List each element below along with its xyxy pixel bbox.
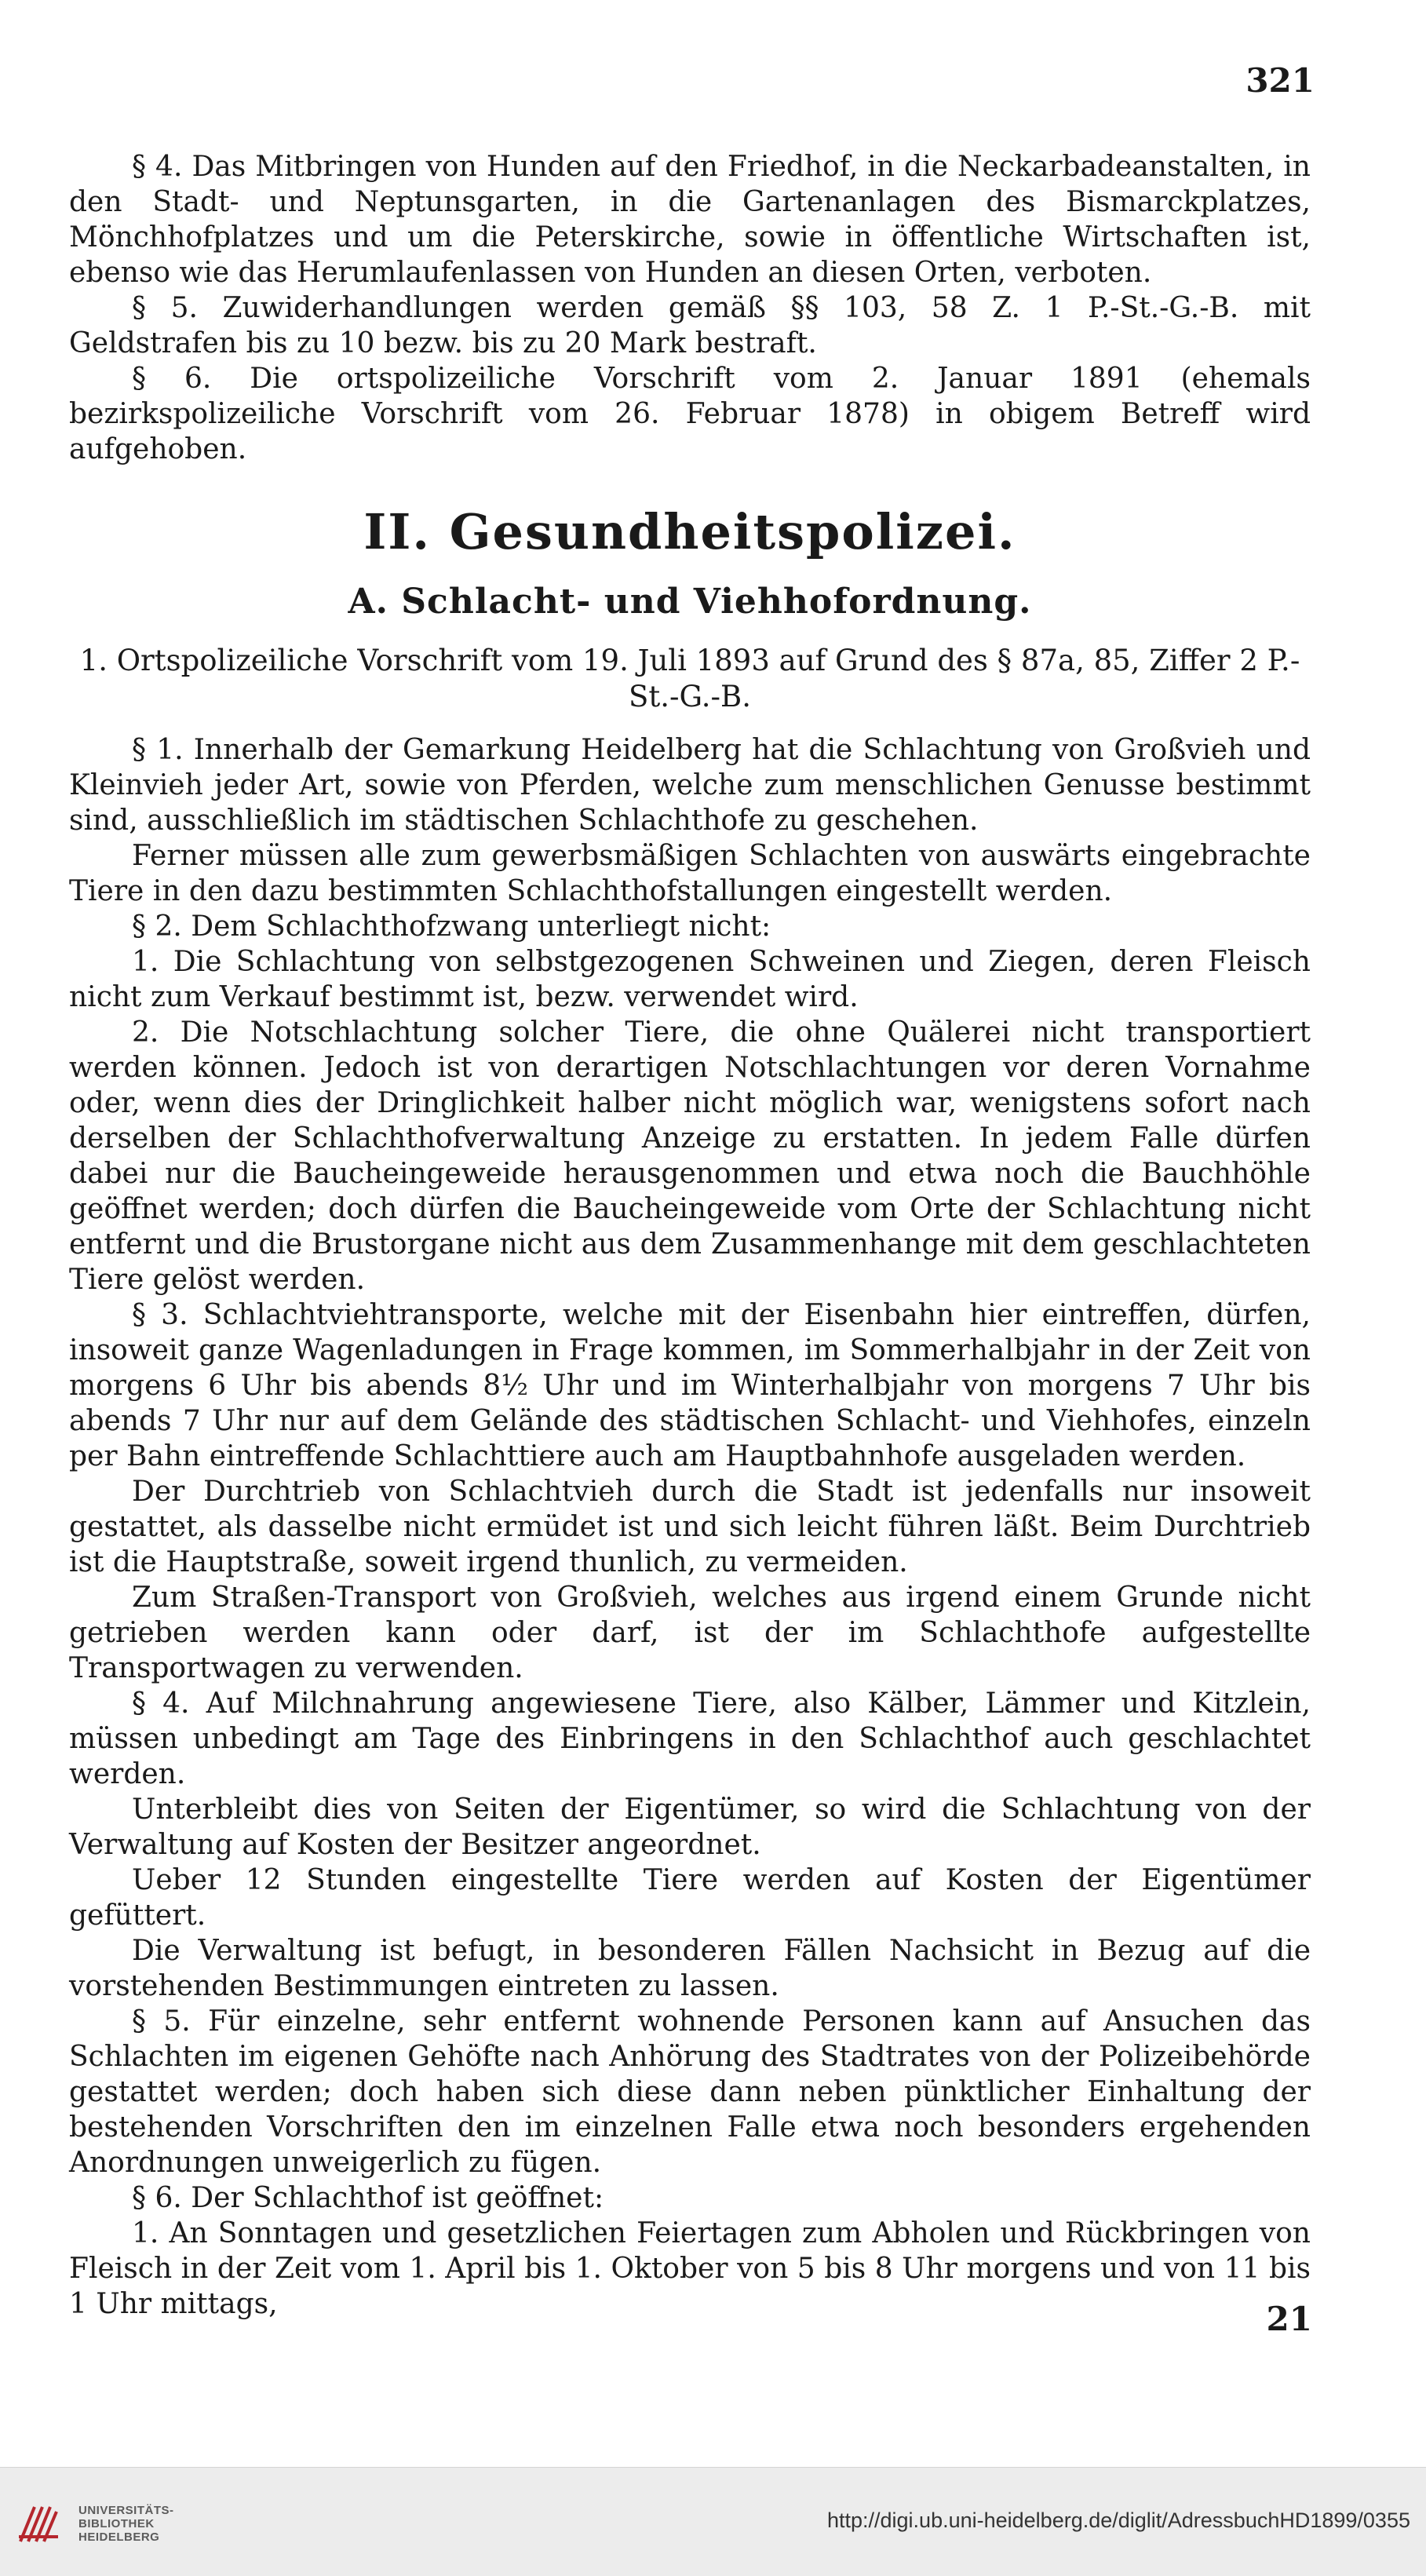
paragraph-top-1: § 4. Das Mitbringen von Hunden auf den Friedhof, in die Neckarbadeanstalten, in den Stadt- und Neptunsgarten, in die Gartenanlagen des Bismarckplatzes, Mönchhofplatzes und um die Peterskirche, sowie in öffentliche Wirtschaften ist, ebenso wie das Herumlaufenlassen von Hunden an diesen Orten, verboten. — [69, 151, 1311, 289]
page-number: 321 — [1245, 61, 1315, 100]
footer-bar — [0, 2467, 1426, 2576]
paragraph-9: § 4. Auf Milchnahrung angewiesene Tiere, also Kälber, Lämmer und Kitzlein, müssen unbedingt am Tage des Einbringens in den Schlachthof auch geschlachtet werden. — [69, 1688, 1311, 1790]
section-title: II. Gesundheitspolizei. — [363, 503, 1016, 560]
document-body — [69, 149, 1311, 2322]
paragraph-5: 2. Die Notschlachtung solcher Tiere, die ohne Quälerei nicht transportiert werden können. Jedoch ist von derartigen Notschlachtungen vor deren Vornahme oder, wenn dies der Dringlichkeit halber nicht möglich war, wenigstens sofort nach derselben der Schlachthofverwaltung Anzeige zu erstatten. In jedem Falle dürfen dabei nur die Baucheingeweide herausgenommen und etwa noch die Bauchhöhle geöffnet werden; doch dürfen die Baucheingeweide vom Orte der Schlachtung nicht entfernt und die Brustorgane nicht aus dem Zusammenhange mit dem geschlachteten Tiere gelöst werden. — [69, 1016, 1311, 1296]
signature-mark: 21 — [1266, 2300, 1312, 2338]
paragraph-8: Zum Straßen-Transport von Großvieh, welches aus irgend einem Grunde nicht getrieben werden kann oder darf, ist der im Schlachthofe aufgestellte Transportwagen zu verwenden. — [69, 1582, 1311, 1684]
ordinance-title: 1. Ortspolizeiliche Vorschrift vom 19. Juli 1893 auf Grund des § 87a, 85, Ziffer 2 P.-St.-G.-B. — [79, 644, 1300, 713]
paragraph-3: § 2. Dem Schlachthofzwang unterliegt nicht: — [132, 910, 771, 943]
library-logo-icon — [16, 2501, 61, 2546]
library-logo-text[interactable] — [78, 2504, 174, 2544]
paragraph-12: Die Verwaltung ist befugt, in besonderen Fällen Nachsicht in Bezug auf die vorstehenden Bestimmungen eintreten zu lassen. — [69, 1935, 1311, 2002]
paragraph-13: § 5. Für einzelne, sehr entfernt wohnende Personen kann auf Ansuchen das Schlachten im eigenen Gehöfte nach Anhörung des Stadtrates von der Polizeibehörde gestattet werden; doch haben sich diese dann neben pünktlicher Einhaltung der bestehenden Vorschriften den im einzelnen Falle etwa noch besonders ergehenden Anordnungen unweigerlich zu fügen. — [69, 2005, 1311, 2179]
paragraph-15: 1. An Sonntagen und gesetzlichen Feiertagen zum Abholen und Rückbringen von Fleisch in der Zeit vom 1. April bis 1. Oktober von 5 bis 8 Uhr morgens und von 11 bis 1 Uhr mittags, — [69, 2217, 1311, 2320]
paragraph-top-2: § 5. Zuwiderhandlungen werden gemäß §§ 103, 58 Z. 1 P.-St.-G.-B. mit Geldstrafen bis zu 10 bezw. bis zu 20 Mark bestraft. — [69, 292, 1311, 359]
paragraph-10: Unterbleibt dies von Seiten der Eigentümer, so wird die Schlachtung von der Verwaltung auf Kosten der Besitzer angeordnet. — [69, 1793, 1311, 1861]
logo-line: HEIDELBERG — [78, 2530, 160, 2544]
paragraph-14: § 6. Der Schlachthof ist geöffnet: — [132, 2182, 604, 2214]
logo-line: BIBLIOTHEK — [78, 2517, 155, 2530]
paragraph-top-3: § 6. Die ortspolizeiliche Vorschrift vom 2. Januar 1891 (ehemals bezirkspolizeiliche Vorschrift vom 26. Februar 1878) in obigem Betreff wird aufgehoben. — [69, 363, 1311, 465]
paragraph-7: Der Durchtrieb von Schlachtvieh durch die Stadt ist jedenfalls nur insoweit gestattet, als dasselbe nicht ermüdet ist und sich leicht führen läßt. Beim Durchtrieb ist die Hauptstraße, soweit irgend thunlich, zu vermeiden. — [69, 1476, 1311, 1578]
paragraph-2: Ferner müssen alle zum gewerbsmäßigen Schlachten von auswärts eingebrachte Tiere in den dazu bestimmten Schlachthofstallungen eingestellt werden. — [69, 840, 1311, 907]
subsection-title: A. Schlacht- und Viehhofordnung. — [348, 582, 1032, 622]
paragraph-11: Ueber 12 Stunden eingestellte Tiere werden auf Kosten der Eigentümer gefüttert. — [69, 1864, 1311, 1932]
logo-line: UNIVERSITÄTS- — [78, 2504, 174, 2517]
paragraph-6: § 3. Schlachtviehtransporte, welche mit der Eisenbahn hier eintreffen, dürfen, insoweit ganze Wagenladungen in Frage kommen, im Sommerhalbjahr in der Zeit von morgens 6 Uhr bis abends 8½ Uhr und im Winterhalbjahr von morgens 7 Uhr bis abends 7 Uhr nur auf dem Gelände des städtischen Schlacht- und Viehhofes, einzeln per Bahn eintreffende Schlachttiere auch am Hauptbahnhofe ausgeladen werden. — [69, 1299, 1311, 1472]
paragraph-1: § 1. Innerhalb der Gemarkung Heidelberg hat die Schlachtung von Großvieh und Kleinvieh jeder Art, sowie von Pferden, welche zum menschlichen Genusse bestimmt sind, ausschließlich im städtischen Schlachthofe zu geschehen. — [69, 734, 1311, 837]
source-url-link[interactable]: http://digi.ub.uni-heidelberg.de/diglit/AdressbuchHD1899/0355 — [826, 2508, 1410, 2532]
paragraph-4: 1. Die Schlachtung von selbstgezogenen Schweinen und Ziegen, deren Fleisch nicht zum Verkauf bestimmt ist, bezw. verwendet wird. — [69, 946, 1311, 1013]
